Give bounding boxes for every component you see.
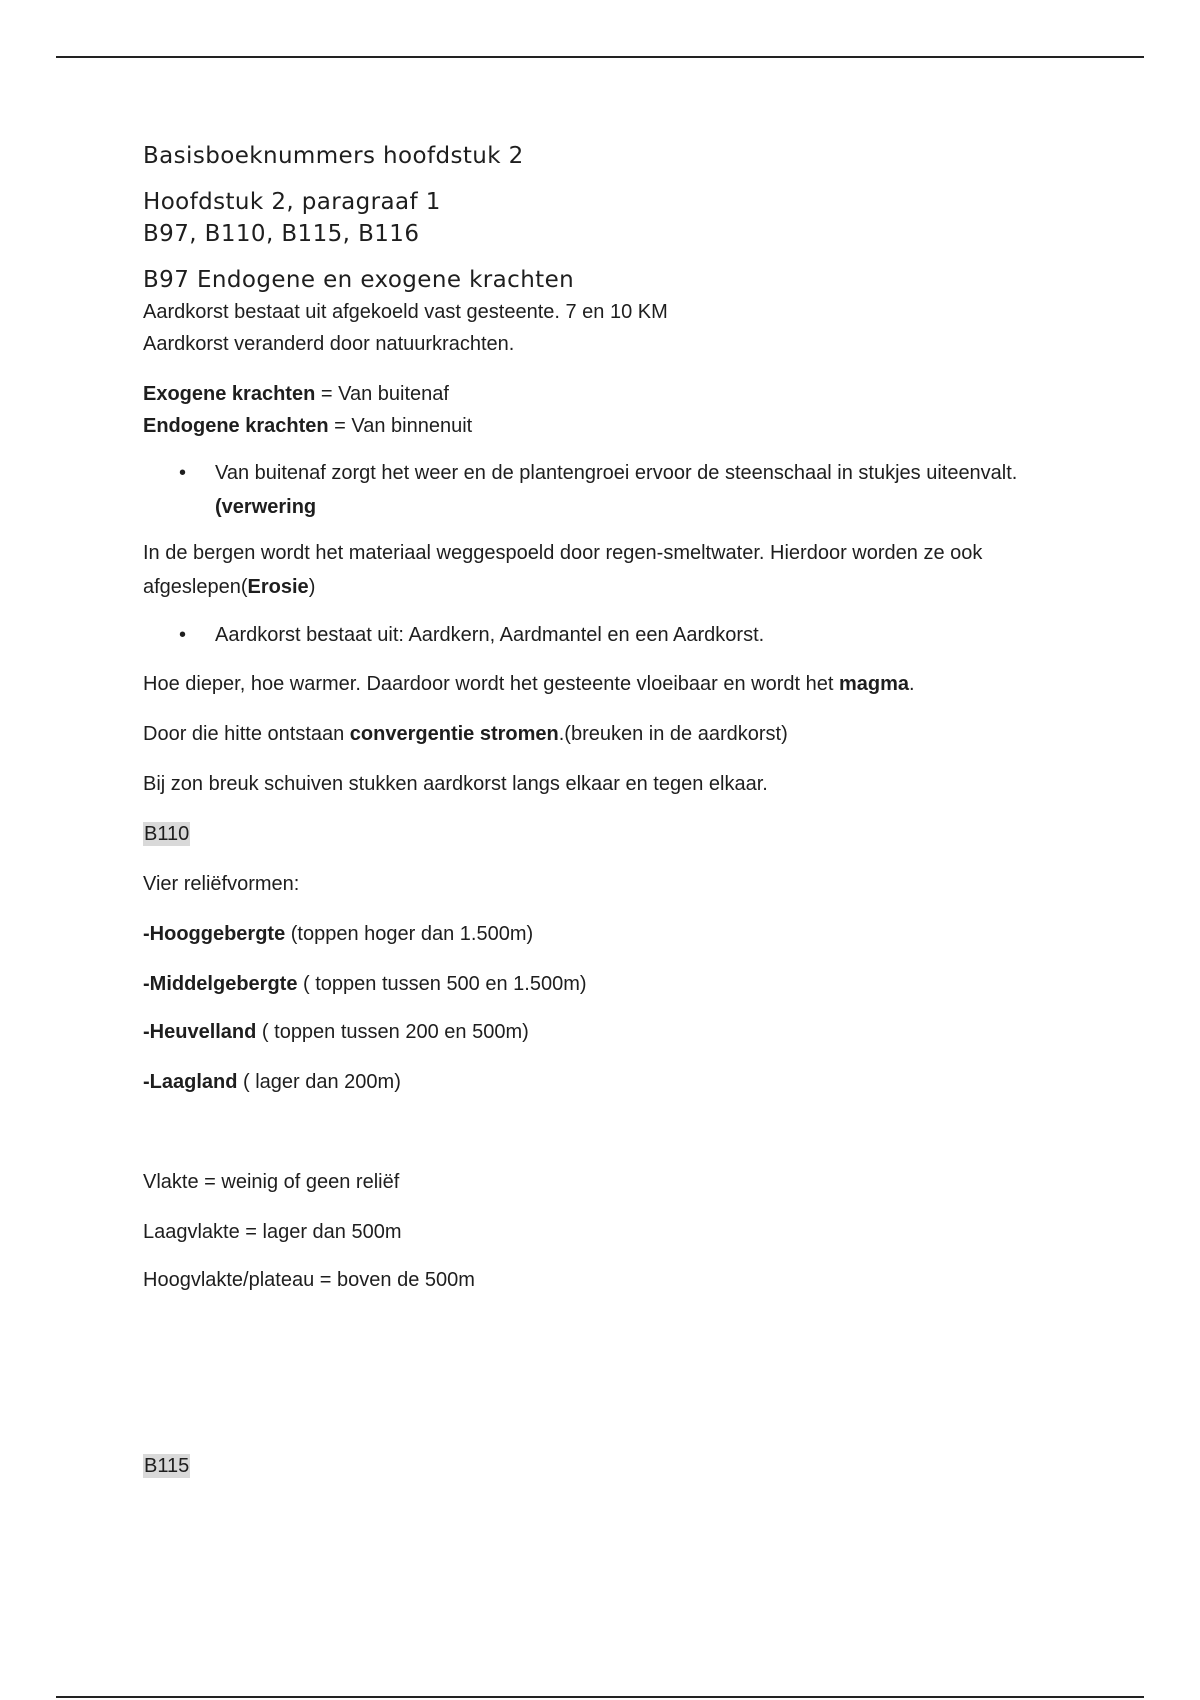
document-body [143,140,1063,1482]
exogene-def: = Van buitenaf [315,383,449,405]
b110-highlight: B110 [144,823,190,845]
list-item [143,618,1063,652]
relief-form-heuvelland [143,1016,1063,1048]
magma-end: . [909,673,915,695]
relief-term: -Heuvelland [143,1021,257,1043]
laagvlakte-line: Laagvlakte = lager dan 500m [143,1221,402,1243]
paragraph-numbers: B97, B110, B115, B116 [143,221,420,247]
relief-term: -Hooggebergte [143,923,286,945]
bullet-dot: • [179,624,187,646]
convergentie-line [143,718,1063,750]
verwering-term: (verwering [215,496,317,518]
convergentie-term: convergentie stromen [349,723,559,745]
relief-desc: ( lager dan 200m) [237,1071,401,1093]
footer-rule [56,1696,1144,1698]
reliefvormen-intro: Vier reliëfvormen: [143,873,300,895]
section-heading-b97: B97 Endogene en exogene krachten [143,267,575,293]
b115-highlight: B115 [144,1455,190,1477]
relief-desc: ( toppen tussen 200 en 500m) [256,1021,529,1043]
relief-desc: ( toppen tussen 500 en 1.500m) [297,973,587,995]
relief-desc: (toppen hoger dan 1.500m) [285,923,534,945]
aardkorst-lagen-text: Aardkorst bestaat uit: Aardkern, Aardmantel en een Aardkorst. [215,624,765,646]
breuk-line: Bij zon breuk schuiven stukken aardkorst langs elkaar en tegen elkaar. [143,773,768,795]
bullet-list-aardkorst [143,618,1063,652]
relief-term: -Middelgebergte [143,973,298,995]
relief-form-laagland [143,1066,1063,1098]
endogene-def: = Van binnenuit [328,415,473,437]
section-label-b110 [143,818,1063,850]
erosie-term: Erosie [247,576,309,598]
convergentie-text: Door die hitte ontstaan [143,723,350,745]
erosie-end: ) [308,576,316,598]
bullet-dot: • [179,462,187,484]
relief-term: -Laagland [143,1071,238,1093]
exogene-term: Exogene krachten [143,383,316,405]
bullet-list-verwering [143,456,1063,524]
aardkorst-line: Aardkorst bestaat uit afgekoeld vast gesteente. 7 en 10 KM [143,301,668,323]
hoogvlakte-line: Hoogvlakte/plateau = boven de 500m [143,1269,475,1291]
magma-term: magma [838,673,909,695]
convergentie-end: .(breuken in de aardkorst) [558,723,788,745]
magma-text: Hoe dieper, hoe warmer. Daardoor wordt het gesteente vloeibaar en wordt het [143,673,839,695]
endogene-term: Endogene krachten [143,415,329,437]
section-label-b115 [143,1450,1063,1482]
header-rule [56,56,1144,58]
erosie-text: In de bergen wordt het materiaal weggespoeld door regen-smeltwater. Hierdoor worden ze ook afgeslepen( [143,542,983,598]
endogene-line [143,410,1063,442]
natuurkrachten-line: Aardkorst veranderd door natuurkrachten. [143,333,515,355]
vlakte-line: Vlakte = weinig of geen reliëf [143,1171,400,1193]
relief-form-hooggebergte [143,918,1063,950]
verwering-text: Van buitenaf zorgt het weer en de plantengroei ervoor de steenschaal in stukjes uiteenvalt. [215,462,1018,484]
relief-form-middelgebergte [143,968,1063,1000]
paragraph-heading: Hoofdstuk 2, paragraaf 1 [143,189,441,215]
list-item [143,456,1063,524]
document-title: Basisboeknummers hoofdstuk 2 [143,143,524,169]
erosie-paragraph [143,536,1063,604]
magma-line [143,668,1063,700]
exogene-line [143,378,1063,410]
